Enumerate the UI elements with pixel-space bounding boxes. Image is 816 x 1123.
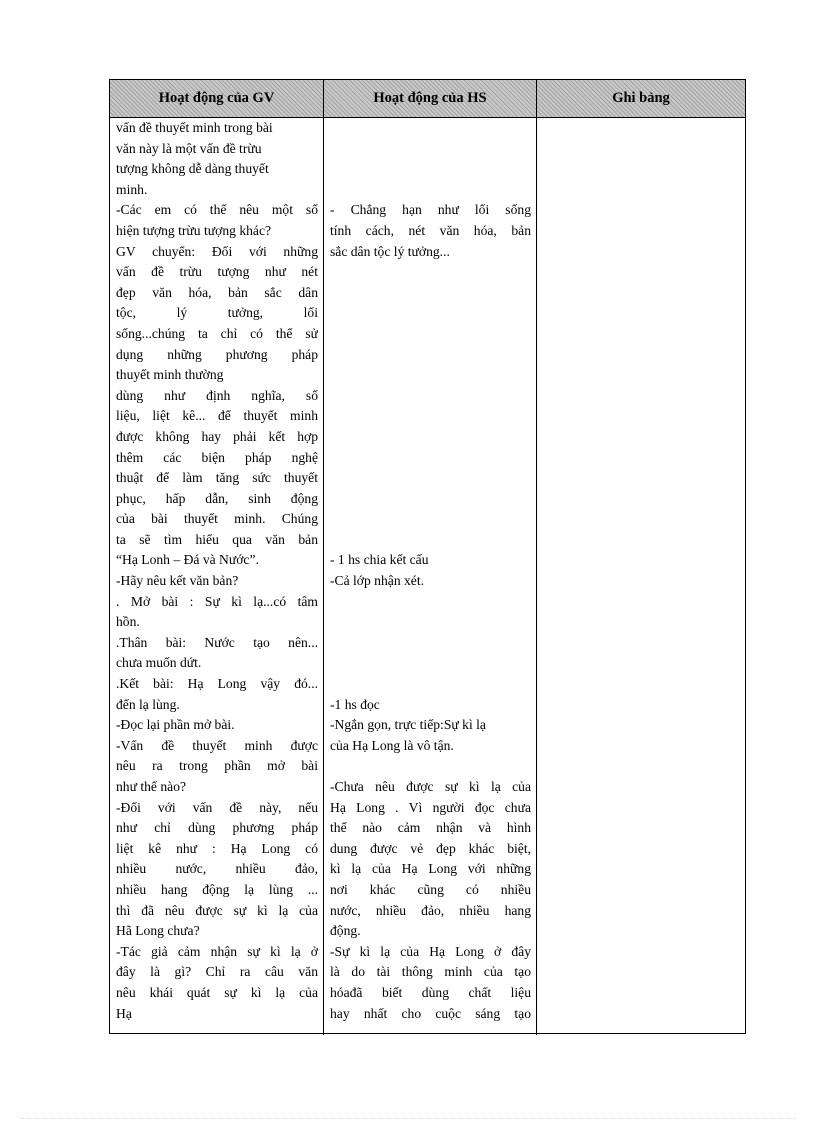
gv-text-line: văn này là một vấn đề trừu [116,140,262,156]
gv-text-line: sống...chúng ta chỉ có thể sử [116,325,318,341]
hs-text-line: -Cả lớp nhận xét. [330,573,425,589]
hs-text-line: - 1 hs chia kết cấu [330,552,429,568]
hs-text-line: nơi khác cũng có nhiều [330,881,531,897]
hs-blank-line [330,592,531,613]
hs-blank-line [330,509,531,530]
gv-text-line: thuyết minh thường [116,367,224,383]
hs-text-line: hay nhất cho cuộc sáng tạo [330,1005,531,1021]
gv-text-line: .Kết bài: Hạ Long vậy đó... [116,676,318,692]
gv-text-line: được không hay phải kết hợp [116,428,318,444]
hs-blank-line [330,633,531,654]
hs-blank-line [330,386,531,407]
hs-blank-line [330,180,531,201]
hs-blank-line [330,345,531,366]
gv-text-line: -Các em có thể nêu một số [116,202,318,218]
hs-text-line: sắc dân tộc lý tưởng... [330,243,450,259]
hs-blank-line [330,324,531,345]
gv-text-line: GV chuyển: Đối với những [116,243,318,259]
gv-text-line: ta sẽ tìm hiểu qua văn bản [116,531,318,547]
gv-text-line: tượng không dễ dàng thuyết [116,161,269,177]
header-hs-activity: Hoạt động của HS [324,80,537,117]
hs-blank-line [330,406,531,427]
hs-blank-line [330,427,531,448]
gv-text-line: như chỉ dùng phương pháp [116,820,318,836]
gv-text-line: .Thân bài: Nước tạo nên... [116,634,318,650]
gv-text-line: hồn. [116,614,140,630]
gv-text-line: phục, hấp dẫn, sinh động [116,490,318,506]
hs-text-line: là do tài thông minh của tạo [330,964,531,980]
gv-text-line: nêu khái quát sự kì lạ của [116,984,318,1000]
hs-blank-line [330,448,531,469]
gv-text-line: vấn đề trừu tượng như nét [116,264,318,280]
gv-text-line: Hạ [116,1005,132,1021]
hs-text-line: Hạ Long . Vì người đọc chưa [330,799,531,815]
gv-text-line: -Đọc lại phần mở bài. [116,717,235,733]
gv-text-line: nhiều nước, nhiều đảo, [116,861,318,877]
hs-blank-line [330,139,531,160]
gv-text-line: . Mở bài : Sự kì lạ...có tâm [116,593,318,609]
hs-blank-line [330,530,531,551]
gv-text-line: minh. [116,181,148,197]
gv-text-line: của bài thuyết minh. Chúng [116,511,318,527]
gv-text-line: nêu ra trong phần mở bài [116,758,318,774]
hs-blank-line [330,159,531,180]
hs-blank-line [330,303,531,324]
header-gv-activity: Hoạt động của GV [110,80,324,117]
hs-text-line: -1 hs đọc [330,696,380,712]
gv-text-line: nhiều hang động lạ lùng ... [116,881,318,897]
hs-blank-line [330,468,531,489]
gv-text-line: vấn đề thuyết minh trong bài [116,120,273,135]
gv-text-line: hiện tượng trừu tượng khác? [116,222,272,238]
hs-text-line: tính cách, nét văn hóa, bản [330,222,531,238]
hs-activity-cell [324,118,537,1035]
table-header-row [110,80,745,118]
hs-blank-line [330,283,531,304]
gv-text-line: chưa muốn dứt. [116,655,202,671]
lesson-table [109,79,746,1034]
hs-text-line: -Sự kì lạ của Hạ Long ở đây [330,943,531,959]
gv-text-line: -Tác giả cảm nhận sự kì lạ ở [116,943,318,959]
gv-text-line: như thế nào? [116,779,187,794]
hs-blank-line [330,365,531,386]
hs-text-line: động. [330,923,361,939]
hs-text-line: hóađã biết dùng chất liệu [330,984,531,1000]
gv-text-line: -Vấn đề thuyết minh được [116,737,318,753]
hs-text-line: thể nào cảm nhận và hình [330,820,531,836]
gv-text-line: tộc, lý tưởng, lối [116,305,318,321]
gv-text-line: dụng những phương pháp [116,346,318,362]
hs-blank-line [330,756,531,777]
gv-text-line: dùng như định nghĩa, số [116,387,318,403]
gv-text-line: “Hạ Lonh – Đá và Nước”. [116,552,259,568]
hs-text-line: - Chẳng hạn như lối sống [330,202,531,218]
gv-text-line: đến lạ lùng. [116,696,180,712]
hs-blank-line [330,674,531,695]
hs-blank-line [330,612,531,633]
hs-text-line: của Hạ Long là vô tận. [330,737,454,753]
gv-text-line: thêm các biện pháp nghệ [116,449,318,465]
hs-text-line: dung được vẻ đẹp khác biệt, [330,840,531,856]
gv-text-line: thuật để làm tăng sức thuyết [116,470,318,486]
hs-blank-line [330,489,531,510]
page-bottom-rule [20,1118,796,1119]
hs-text-line: nước, nhiều đảo, nhiều hang [330,902,531,918]
gv-text-line: liệu, liệt kê... để thuyết minh [116,408,318,424]
hs-text-line: kì lạ của Hạ Long với những [330,861,531,877]
gv-text-line: -Hãy nêu kết văn bản? [116,573,239,589]
hs-blank-line [330,653,531,674]
gv-text-line: Hã Long chưa? [116,923,200,939]
header-board-notes: Ghi bảng [612,90,670,106]
gv-text-line: thì đã nêu được sự kì lạ của [116,902,318,918]
gv-text-line: đây là gì? Chỉ ra câu văn [116,964,318,980]
hs-blank-line [330,118,531,139]
hs-blank-line [330,262,531,283]
hs-text-line: -Ngắn gọn, trực tiếp:Sự kì lạ [330,717,486,733]
board-notes-cell [537,118,745,1035]
table-body-row [110,118,745,1035]
gv-text-line: liệt kê như : Hạ Long có [116,840,318,856]
gv-text-line: đẹp văn hóa, bản sắc dân [116,284,318,300]
gv-activity-cell [110,118,324,1035]
gv-text-line: -Đối với vấn đề này, nếu [116,799,318,815]
hs-text-line: -Chưa nêu được sự kì lạ của [330,779,531,794]
